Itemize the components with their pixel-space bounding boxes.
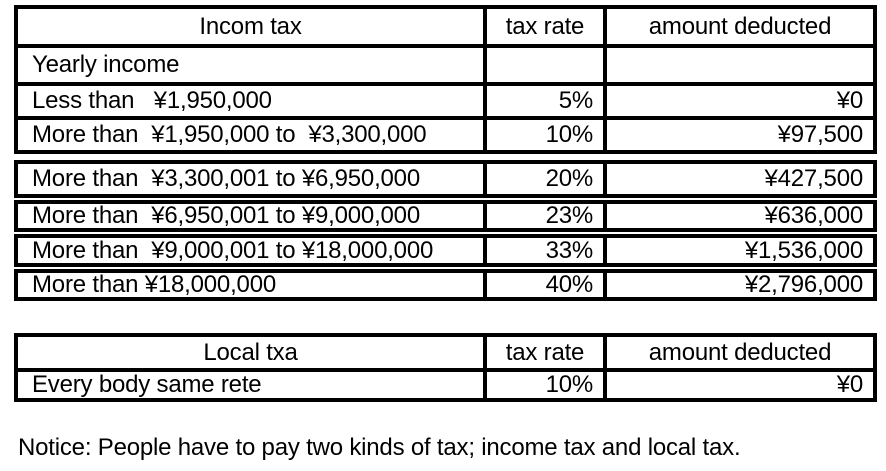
income-tax-table — [14, 5, 877, 301]
column-header-income-tax: Incom tax — [18, 9, 487, 44]
amount-deducted-cell: ¥97,500 — [777, 121, 863, 148]
tax-rate-cell — [487, 48, 607, 82]
income-bracket-cell: More than ¥6,950,001 to ¥9,000,000 — [18, 204, 487, 228]
amount-deducted-cell: ¥427,500 — [764, 165, 863, 192]
amount-deducted-cell: ¥1,536,000 — [744, 238, 863, 263]
amount-deducted-cell: ¥636,000 — [764, 204, 863, 228]
amount-deducted-cell — [607, 48, 873, 82]
table-row — [14, 368, 877, 402]
amount-deducted-cell: ¥0 — [836, 372, 863, 398]
income-bracket-cell: More than ¥18,000,000 — [18, 273, 487, 297]
tax-rate-cell: 10% — [487, 120, 607, 150]
table-row — [14, 116, 877, 154]
income-table-header-row — [14, 5, 877, 48]
table-row — [14, 269, 877, 301]
amount-deducted-cell: ¥2,796,000 — [744, 273, 863, 297]
local-tax-table — [14, 333, 877, 402]
tax-rate-cell: 10% — [487, 372, 607, 398]
table-row — [14, 160, 877, 198]
notice-text: Notice: People have to pay two kinds of tax; income tax and local tax. — [18, 434, 741, 461]
column-header-tax-rate: tax rate — [487, 337, 607, 368]
local-tax-rule-cell: Every body same rete — [18, 372, 487, 398]
income-bracket-cell: More than ¥3,300,001 to ¥6,950,000 — [18, 164, 487, 194]
table-row — [14, 44, 877, 86]
income-bracket-cell: More than ¥9,000,001 to ¥18,000,000 — [18, 238, 487, 263]
local-table-header-row — [14, 333, 877, 372]
column-header-tax-rate: tax rate — [487, 9, 607, 44]
column-header-amount-deducted: amount deducted — [648, 338, 832, 366]
tax-rate-cell: 23% — [487, 204, 607, 228]
column-header-local-tax: Local txa — [18, 337, 487, 368]
tax-rate-cell: 5% — [487, 86, 607, 116]
income-bracket-cell: More than ¥1,950,000 to ¥3,300,000 — [18, 120, 487, 150]
column-header-amount-deducted: amount deducted — [648, 12, 832, 40]
tax-rate-cell: 20% — [487, 164, 607, 194]
table-row — [14, 234, 877, 267]
tax-rate-cell: 40% — [487, 273, 607, 297]
income-bracket-cell: Less than ¥1,950,000 — [18, 86, 487, 116]
amount-deducted-cell: ¥0 — [836, 87, 863, 114]
tax-rate-cell: 33% — [487, 238, 607, 263]
income-bracket-cell: Yearly income — [18, 48, 487, 82]
table-row — [14, 200, 877, 232]
table-row — [14, 82, 877, 120]
